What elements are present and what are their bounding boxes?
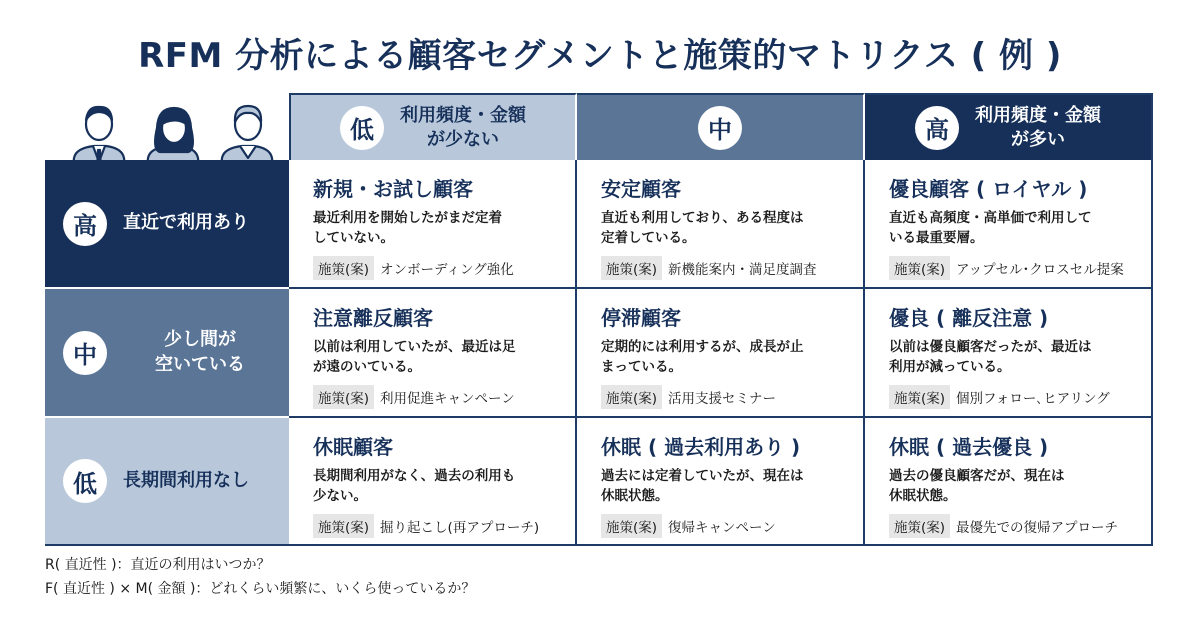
- segment-description: 以前は優良顧客だったが、最近は 利用が減っている。: [889, 339, 1092, 375]
- segment-cell: [865, 160, 1153, 289]
- measure-tag: 施策(案): [313, 514, 374, 538]
- column-badge-mid: 中: [698, 106, 742, 150]
- segment-measure: [889, 256, 1139, 280]
- segment-cell: [289, 289, 577, 418]
- note-recency: R( 直近性 )：直近の利用はいつか？: [45, 557, 271, 573]
- row-badge-mid: 中: [63, 331, 107, 375]
- column-badge-high: 高: [915, 106, 959, 150]
- segment-title: 停滞顧客: [601, 306, 681, 330]
- measure-tag: 施策(案): [601, 256, 662, 280]
- segment-description: 直近も高頻度・高単価で利用して いる最重要層。: [889, 210, 1092, 246]
- measure-tag: 施策(案): [313, 256, 374, 280]
- segment-measure: [313, 256, 563, 280]
- segment-cell: [577, 418, 865, 546]
- page-title: RFM 分析による顧客セグメントと施策的マトリクス ( 例 ): [138, 36, 1062, 76]
- segment-title: 優良 ( 離反注意 ): [889, 306, 1049, 330]
- measure-tag: 施策(案): [889, 385, 950, 409]
- measure-tag: 施策(案): [313, 385, 374, 409]
- row-badge-low: 低: [63, 459, 107, 503]
- segment-title: 新規・お試し顧客: [313, 177, 473, 201]
- measure-text: 掘り起こし(再アプローチ): [380, 520, 540, 537]
- measure-tag: 施策(案): [601, 385, 662, 409]
- note-frequency-monetary: F( 直近性 ) × M( 金額 )：どれくらい頻繁に、いくら使っているか？: [45, 581, 476, 598]
- segment-title: 安定顧客: [601, 177, 681, 201]
- column-badge-low: 低: [340, 106, 384, 150]
- row-header-low: [45, 418, 289, 546]
- measure-text: オンボーディング強化: [380, 262, 514, 279]
- rfm-matrix: [45, 93, 1153, 546]
- segment-description: 最近利用を開始したがまだ定着 していない。: [313, 210, 502, 246]
- measure-tag: 施策(案): [889, 514, 950, 538]
- segment-description: 定期的には利用するが、成長が止 まっている。: [601, 339, 804, 375]
- segment-description: 以前は利用していたが、最近は足 が遠のいている。: [313, 339, 516, 375]
- segment-description: 過去には定着していたが、現在は 休眠状態。: [601, 468, 804, 504]
- measure-text: 利用促進キャンペーン: [380, 391, 515, 408]
- segment-measure: [601, 256, 851, 280]
- row-header-mid: [45, 289, 289, 418]
- segment-measure: [889, 385, 1139, 409]
- segment-cell: [289, 160, 577, 289]
- measure-text: 活用支援セミナー: [668, 391, 777, 408]
- measure-text: アップセル･クロスセル提案: [956, 262, 1124, 279]
- segment-measure: [313, 385, 563, 409]
- measure-tag: 施策(案): [601, 514, 662, 538]
- segment-title: 休眠 ( 過去優良 ): [889, 435, 1049, 459]
- row-badge-high: 高: [63, 202, 107, 246]
- segment-title: 休眠顧客: [313, 435, 393, 459]
- measure-text: 新機能案内・満足度調査: [668, 262, 817, 279]
- segment-cell: [289, 418, 577, 546]
- column-header-low: [289, 93, 577, 160]
- segment-cell: [865, 418, 1153, 546]
- segment-title: 休眠 ( 過去利用あり ): [601, 435, 801, 459]
- segment-measure: [601, 385, 851, 409]
- matrix-corner: [45, 93, 289, 160]
- measure-tag: 施策(案): [889, 256, 950, 280]
- row-label-low: 長期間利用なし: [123, 469, 249, 491]
- segment-cell: [865, 289, 1153, 418]
- column-label-high: 利用頻度・金額 が多い: [975, 105, 1101, 150]
- segment-description: 直近も利用しており、ある程度は 定着している。: [601, 210, 804, 246]
- segment-cell: [577, 289, 865, 418]
- legend-notes: [45, 553, 475, 601]
- column-header-mid: [577, 93, 865, 160]
- segment-cell: [577, 160, 865, 289]
- row-label-high: 直近で利用あり: [123, 212, 249, 234]
- segment-measure: [889, 514, 1139, 538]
- column-label-low: 利用頻度・金額 が少ない: [400, 105, 526, 150]
- measure-text: 最優先での復帰アプローチ: [956, 520, 1119, 537]
- measure-text: 復帰キャンペーン: [668, 520, 776, 537]
- segment-description: 長期間利用がなく、過去の利用も 少ない。: [313, 468, 516, 504]
- row-header-high: [45, 160, 289, 289]
- segment-title: 優良顧客 ( ロイヤル ): [889, 177, 1088, 201]
- segment-description: 過去の優良顧客だが、現在は 休眠状態。: [889, 468, 1065, 504]
- column-header-high: [865, 93, 1153, 160]
- row-label-mid: 少し間が 空いている: [155, 329, 245, 375]
- segment-measure: [601, 514, 851, 538]
- segment-measure: [313, 514, 563, 538]
- segment-title: 注意離反顧客: [313, 306, 433, 330]
- measure-text: 個別フォロー､ヒアリング: [956, 391, 1110, 408]
